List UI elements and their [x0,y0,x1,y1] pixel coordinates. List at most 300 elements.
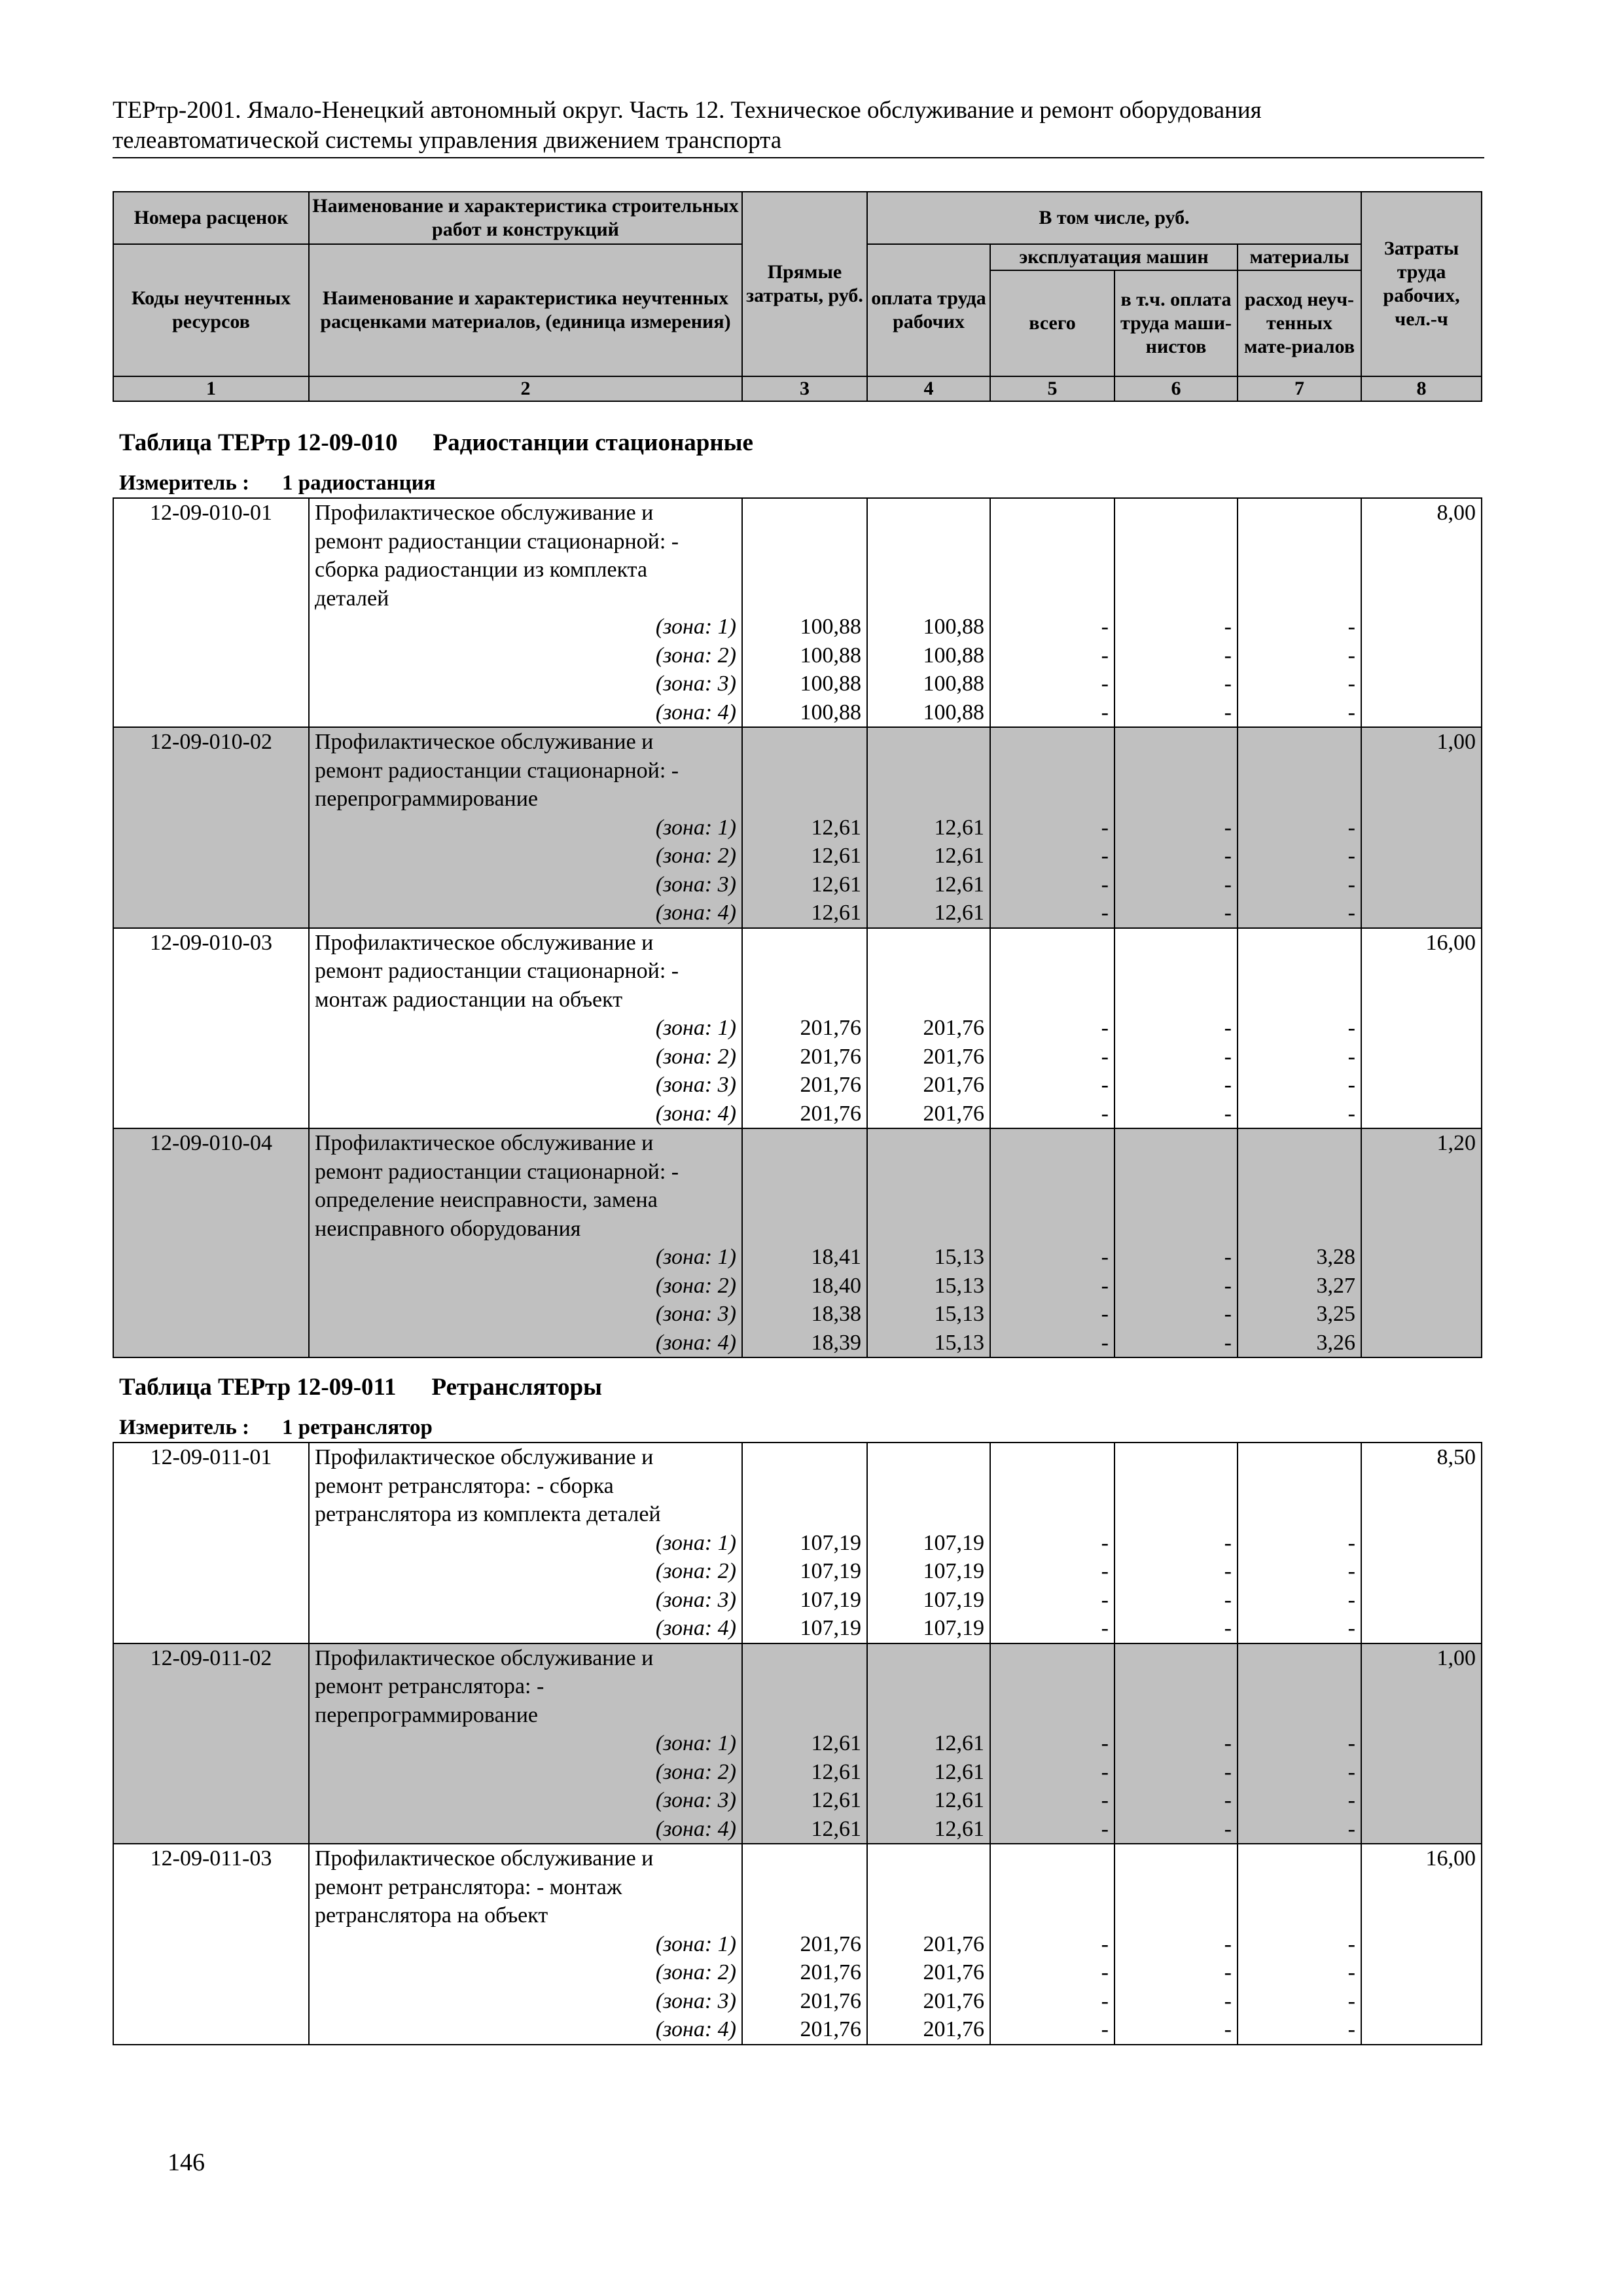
rate-description: Профилактическое обслуживание и [309,928,742,958]
rate-description: Профилактическое обслуживание и [309,1643,742,1673]
col-rate-numbers: Номера расценок [113,192,309,244]
column-number: 4 [867,376,990,401]
empty-cell [113,1729,309,1758]
table-row [113,1701,1482,1730]
table-row [113,1272,1482,1300]
empty-cell [113,1329,309,1358]
labor-pay-value: 201,76 [867,1930,990,1959]
machine-total-value: - [990,1729,1115,1758]
empty-cell [1115,1844,1238,1873]
empty-cell [867,957,990,986]
table-row [113,1614,1482,1643]
direct-costs-value: 100,88 [742,670,867,698]
empty-cell [742,1701,867,1730]
direct-costs-value: 12,61 [742,899,867,928]
table-row [113,2015,1482,2045]
table-row [113,842,1482,870]
machinist-pay-value: - [1115,814,1238,842]
zone-label: (зона: 4) [309,2015,742,2045]
col-machinist-pay: в т.ч. оплата труда маши-нистов [1115,270,1238,376]
empty-cell [990,1443,1115,1472]
rate-description: ремонт радиостанции стационарной: - [309,1158,742,1187]
empty-cell [867,1443,990,1472]
machinist-pay-value: - [1115,1272,1238,1300]
empty-cell [742,528,867,556]
zone-label: (зона: 4) [309,1100,742,1129]
machine-total-value: - [990,1987,1115,2016]
empty-cell [1361,1672,1482,1701]
zone-label: (зона: 4) [309,899,742,928]
empty-cell [742,584,867,613]
col-machine-op: эксплуатация машин [990,244,1238,270]
table-row [113,498,1482,528]
direct-costs-value: 201,76 [742,1958,867,1987]
labor-pay-value: 100,88 [867,641,990,670]
machine-total-value: - [990,899,1115,928]
empty-cell [113,1701,309,1730]
empty-cell [113,1100,309,1129]
direct-costs-value: 201,76 [742,1014,867,1043]
direct-costs-value: 12,61 [742,842,867,870]
empty-cell [113,2015,309,2045]
empty-cell [1238,986,1361,1014]
empty-cell [113,670,309,698]
direct-costs-value: 100,88 [742,613,867,641]
empty-cell [113,1071,309,1100]
empty-cell [1361,1557,1482,1586]
empty-cell [1115,727,1238,757]
direct-costs-value: 201,76 [742,2015,867,2045]
table-row [113,870,1482,899]
col-labor-pay: оплата труда рабочих [867,244,990,376]
table-row [113,613,1482,641]
material-use-value: 3,27 [1238,1272,1361,1300]
rate-description: перепрограммирование [309,1701,742,1730]
labor-pay-value: 15,13 [867,1300,990,1329]
material-use-value: - [1238,1100,1361,1129]
direct-costs-value: 12,61 [742,1815,867,1844]
empty-cell [1238,1844,1361,1873]
empty-cell [1361,556,1482,584]
rates-table-011 [113,1442,1482,2045]
table-row [113,1758,1482,1787]
machinist-pay-value: - [1115,1586,1238,1615]
machinist-pay-value: - [1115,1071,1238,1100]
measure-value: 1 ретранслятор [282,1416,433,1439]
material-use-value: - [1238,1043,1361,1071]
empty-cell [1361,1472,1482,1501]
empty-cell [1238,1500,1361,1529]
empty-cell [867,1128,990,1158]
empty-cell [1238,1128,1361,1158]
zone-label: (зона: 3) [309,1786,742,1815]
rate-description: Профилактическое обслуживание и [309,498,742,528]
empty-cell [867,1643,990,1673]
direct-costs-value: 107,19 [742,1614,867,1643]
table-row [113,1815,1482,1844]
empty-cell [990,1701,1115,1730]
labor-pay-value: 12,61 [867,870,990,899]
empty-cell [867,1158,990,1187]
empty-cell [1361,814,1482,842]
section-name: Ретрансляторы [431,1374,602,1401]
direct-costs-value: 201,76 [742,1071,867,1100]
table-row [113,757,1482,785]
table-row [113,1729,1482,1758]
empty-cell [1238,757,1361,785]
empty-cell [1238,1701,1361,1730]
material-use-value: - [1238,670,1361,698]
empty-cell [990,928,1115,958]
machinist-pay-value: - [1115,641,1238,670]
empty-cell [742,785,867,814]
zone-label: (зона: 3) [309,670,742,698]
rate-description: ремонт ретранслятора: - монтаж [309,1873,742,1902]
empty-cell [742,1901,867,1930]
empty-cell [1115,785,1238,814]
empty-cell [1361,1158,1482,1187]
labor-pay-value: 100,88 [867,670,990,698]
empty-cell [867,1873,990,1902]
material-use-value: - [1238,698,1361,728]
zone-label: (зона: 1) [309,1729,742,1758]
empty-cell [113,556,309,584]
machinist-pay-value: - [1115,1100,1238,1129]
table-row [113,670,1482,698]
empty-cell [1361,1958,1482,1987]
machine-total-value: - [990,814,1115,842]
zone-label: (зона: 3) [309,1300,742,1329]
empty-cell [1361,757,1482,785]
table-row [113,1901,1482,1930]
material-use-value: - [1238,2015,1361,2045]
empty-cell [1238,1643,1361,1673]
empty-cell [990,785,1115,814]
direct-costs-value: 107,19 [742,1529,867,1558]
table-row [113,1586,1482,1615]
machine-total-value: - [990,1043,1115,1071]
col-labor-costs: Затраты труда рабочих, чел.-ч [1361,192,1482,376]
col-total: всего [990,270,1115,376]
empty-cell [1115,556,1238,584]
empty-cell [1238,556,1361,584]
empty-cell [1238,528,1361,556]
material-use-value: 3,25 [1238,1300,1361,1329]
empty-cell [742,1186,867,1215]
empty-cell [1361,1329,1482,1358]
table-row [113,986,1482,1014]
empty-cell [867,1901,990,1930]
col-including: В том числе, руб. [867,192,1361,244]
empty-cell [1115,1472,1238,1501]
direct-costs-value: 12,61 [742,1786,867,1815]
measure-011 [119,1416,433,1440]
empty-cell [1115,957,1238,986]
machinist-pay-value: - [1115,1243,1238,1272]
machinist-pay-value: - [1115,2015,1238,2045]
table-row [113,1243,1482,1272]
empty-cell [1361,584,1482,613]
machine-total-value: - [990,1014,1115,1043]
table-row [113,785,1482,814]
machine-total-value: - [990,1329,1115,1358]
empty-cell [990,1128,1115,1158]
empty-cell [742,1128,867,1158]
direct-costs-value: 12,61 [742,1729,867,1758]
rate-description: ремонт ретранслятора: - [309,1672,742,1701]
table-row [113,641,1482,670]
empty-cell [1361,899,1482,928]
empty-cell [742,757,867,785]
empty-cell [1361,842,1482,870]
table-row [113,1930,1482,1959]
zone-label: (зона: 4) [309,1329,742,1358]
empty-cell [1361,1243,1482,1272]
empty-cell [113,1758,309,1787]
material-use-value: 3,26 [1238,1329,1361,1358]
empty-cell [742,1158,867,1187]
empty-cell [1238,584,1361,613]
rate-description: Профилактическое обслуживание и [309,727,742,757]
machine-total-value: - [990,1586,1115,1615]
empty-cell [1115,1701,1238,1730]
empty-cell [1361,1272,1482,1300]
rate-code: 12-09-011-02 [113,1643,309,1673]
material-use-value: - [1238,641,1361,670]
machinist-pay-value: - [1115,1758,1238,1787]
empty-cell [113,528,309,556]
zone-label: (зона: 3) [309,1586,742,1615]
table-row [113,556,1482,584]
machine-total-value: - [990,1815,1115,1844]
table-row [113,1329,1482,1358]
material-use-value: - [1238,1014,1361,1043]
direct-costs-value: 107,19 [742,1557,867,1586]
zone-label: (зона: 1) [309,814,742,842]
empty-cell [1361,870,1482,899]
machine-total-value: - [990,670,1115,698]
empty-cell [1361,1586,1482,1615]
labor-cost: 16,00 [1361,1844,1482,1873]
empty-cell [1238,1158,1361,1187]
empty-cell [1115,1500,1238,1529]
column-number: 8 [1361,376,1482,401]
zone-label: (зона: 2) [309,1272,742,1300]
empty-cell [990,1672,1115,1701]
empty-cell [1361,1901,1482,1930]
empty-cell [990,556,1115,584]
empty-cell [113,1873,309,1902]
zone-label: (зона: 3) [309,870,742,899]
empty-cell [1238,1901,1361,1930]
machinist-pay-value: - [1115,698,1238,728]
direct-costs-value: 201,76 [742,1987,867,2016]
empty-cell [113,1815,309,1844]
empty-cell [742,1844,867,1873]
column-number: 7 [1238,376,1361,401]
empty-cell [1361,1300,1482,1329]
empty-cell [990,986,1115,1014]
empty-cell [1115,1215,1238,1244]
empty-cell [113,870,309,899]
rate-description: ремонт радиостанции стационарной: - [309,757,742,785]
col-unacc-material-use: расход неуч-тенных мате-риалов [1238,270,1361,376]
rate-description: монтаж радиостанции на объект [309,986,742,1014]
empty-cell [1115,528,1238,556]
rate-description: Профилактическое обслуживание и [309,1443,742,1472]
empty-cell [867,1215,990,1244]
empty-cell [742,1472,867,1501]
empty-cell [867,785,990,814]
zone-label: (зона: 3) [309,1071,742,1100]
rate-description: деталей [309,584,742,613]
machine-total-value: - [990,1071,1115,1100]
empty-cell [1361,641,1482,670]
zone-label: (зона: 2) [309,1958,742,1987]
zone-label: (зона: 2) [309,1557,742,1586]
empty-cell [1361,1014,1482,1043]
empty-cell [1115,1158,1238,1187]
table-row [113,727,1482,757]
empty-cell [990,957,1115,986]
labor-pay-value: 107,19 [867,1557,990,1586]
labor-cost: 8,50 [1361,1443,1482,1472]
material-use-value: - [1238,1071,1361,1100]
labor-pay-value: 12,61 [867,1786,990,1815]
empty-cell [1238,1472,1361,1501]
zone-label: (зона: 4) [309,1815,742,1844]
empty-cell [990,1186,1115,1215]
table-row [113,1071,1482,1100]
machinist-pay-value: - [1115,1815,1238,1844]
machinist-pay-value: - [1115,1930,1238,1959]
section-code: Таблица ТЕРтр 12-09-010 [119,429,398,456]
labor-cost: 1,20 [1361,1128,1482,1158]
empty-cell [113,986,309,1014]
machinist-pay-value: - [1115,670,1238,698]
machine-total-value: - [990,1958,1115,1987]
labor-pay-value: 15,13 [867,1272,990,1300]
rate-code: 12-09-010-02 [113,727,309,757]
empty-cell [113,584,309,613]
rate-code: 12-09-011-01 [113,1443,309,1472]
column-header-table [113,191,1482,402]
material-use-value: - [1238,1987,1361,2016]
empty-cell [113,1215,309,1244]
empty-cell [1238,928,1361,958]
table-row [113,1500,1482,1529]
labor-pay-value: 100,88 [867,698,990,728]
table-row [113,1529,1482,1558]
direct-costs-value: 18,38 [742,1300,867,1329]
rate-description: ретранслятора на объект [309,1901,742,1930]
material-use-value: - [1238,1586,1361,1615]
labor-pay-value: 12,61 [867,899,990,928]
empty-cell [990,1500,1115,1529]
machinist-pay-value: - [1115,613,1238,641]
empty-cell [867,1500,990,1529]
labor-cost: 1,00 [1361,727,1482,757]
zone-label: (зона: 2) [309,842,742,870]
empty-cell [1238,1873,1361,1902]
zone-label: (зона: 2) [309,1758,742,1787]
empty-cell [113,814,309,842]
machine-total-value: - [990,1930,1115,1959]
labor-cost: 1,00 [1361,1643,1482,1673]
empty-cell [1115,1901,1238,1930]
rate-description: ремонт ретранслятора: - сборка [309,1472,742,1501]
table-row [113,1443,1482,1472]
empty-cell [867,584,990,613]
empty-cell [1361,528,1482,556]
empty-cell [113,698,309,728]
empty-cell [1361,1930,1482,1959]
table-row [113,957,1482,986]
machinist-pay-value: - [1115,1043,1238,1071]
zone-label: (зона: 1) [309,1930,742,1959]
empty-cell [1238,1186,1361,1215]
table-row [113,1014,1482,1043]
empty-cell [990,1844,1115,1873]
empty-cell [1238,1672,1361,1701]
table-row [113,584,1482,613]
empty-cell [1115,1643,1238,1673]
empty-cell [1361,1701,1482,1730]
empty-cell [742,498,867,528]
empty-cell [742,1215,867,1244]
empty-cell [867,1701,990,1730]
empty-cell [867,757,990,785]
empty-cell [742,556,867,584]
direct-costs-value: 201,76 [742,1043,867,1071]
table-row [113,1958,1482,1987]
rate-code: 12-09-010-03 [113,928,309,958]
labor-pay-value: 15,13 [867,1329,990,1358]
empty-cell [1361,1786,1482,1815]
empty-cell [990,1901,1115,1930]
empty-cell [742,1672,867,1701]
empty-cell [113,1272,309,1300]
empty-cell [113,1930,309,1959]
labor-pay-value: 201,76 [867,1014,990,1043]
direct-costs-value: 18,40 [742,1272,867,1300]
empty-cell [113,1243,309,1272]
direct-costs-value: 12,61 [742,870,867,899]
empty-cell [1115,928,1238,958]
empty-cell [990,1158,1115,1187]
rate-code: 12-09-010-04 [113,1128,309,1158]
labor-cost: 8,00 [1361,498,1482,528]
col-direct-costs: Прямые затраты, руб. [742,192,867,376]
column-number: 5 [990,376,1115,401]
labor-pay-value: 107,19 [867,1614,990,1643]
empty-cell [742,1873,867,1902]
column-number-row [113,376,1482,401]
machine-total-value: - [990,1614,1115,1643]
col-resource-codes: Коды неучтенных ресурсов [113,244,309,376]
empty-cell [867,528,990,556]
empty-cell [1361,1500,1482,1529]
empty-cell [742,1500,867,1529]
table-row [113,1186,1482,1215]
empty-cell [867,928,990,958]
empty-cell [113,1014,309,1043]
column-number: 1 [113,376,309,401]
empty-cell [113,957,309,986]
machinist-pay-value: - [1115,1729,1238,1758]
empty-cell [1361,1729,1482,1758]
machine-total-value: - [990,1300,1115,1329]
